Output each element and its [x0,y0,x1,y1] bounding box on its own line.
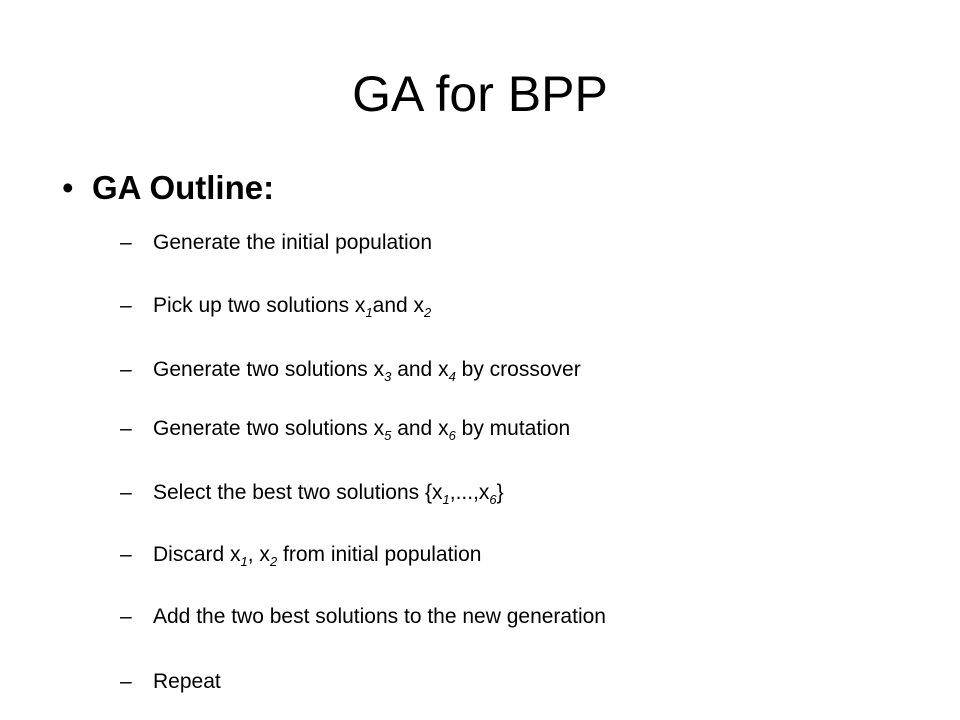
step-text: Generate two solutions x [153,417,385,440]
step-text: Repeat [153,670,221,693]
dash-marker: – [120,605,132,628]
outline-step [120,229,432,257]
dash-marker: – [120,481,132,504]
step-text: from initial population [277,543,482,566]
step-text: } [496,481,504,504]
subscript: 2 [424,305,432,320]
outline-step [120,603,606,631]
dash-marker: – [120,670,132,693]
subscript: 1 [240,554,248,569]
step-text: ,...,x [449,481,490,504]
step-text: and x [391,417,449,440]
dash-marker: – [120,294,132,317]
step-text: by mutation [455,417,571,440]
main-bullet-label: GA Outline: [92,169,275,206]
step-text: Discard x [153,543,241,566]
outline-step [120,541,481,569]
dash-marker: – [120,417,132,440]
outline-step [120,292,431,320]
subscript: 4 [448,369,456,384]
main-bullet [62,166,274,210]
subscript: 6 [489,492,497,507]
step-text: , x [247,543,270,566]
step-text: Pick up two solutions x [153,294,366,317]
slide-title: GA for BPP [352,66,608,122]
subscript: 1 [442,492,450,507]
step-text: Generate the initial population [153,231,433,254]
subscript: 6 [448,428,456,443]
outline-step [120,668,221,696]
outline-step [120,415,570,443]
dash-marker: – [120,543,132,566]
subscript: 3 [384,369,392,384]
step-text: Select the best two solutions {x [153,481,443,504]
step-text: Add the two best solutions to the new generation [153,605,606,628]
dash-marker: – [120,358,132,381]
step-text: Generate two solutions x [153,358,385,381]
dash-marker: – [120,231,132,254]
step-text: and x [372,294,425,317]
step-text: by crossover [455,358,581,381]
outline-step [120,479,504,507]
subscript: 2 [269,554,278,569]
bullet-marker: • [62,169,74,206]
subscript: 1 [365,305,373,320]
subscript: 5 [384,428,392,443]
step-text: and x [391,358,449,381]
outline-step [120,356,581,384]
